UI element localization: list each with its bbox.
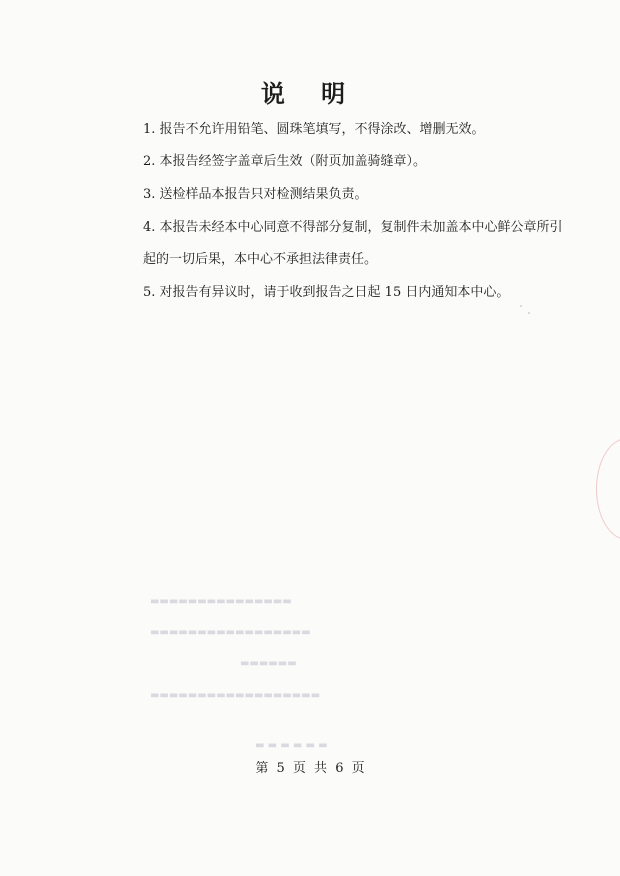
notice-item-3: 3. 送检样品本报告只对检测结果负责。 bbox=[143, 187, 368, 202]
paper-speck bbox=[520, 305, 522, 307]
bleed-through-text: ▬ ▬ ▬ ▬ ▬ ▬ bbox=[255, 740, 328, 751]
paper-speck bbox=[528, 312, 530, 314]
notice-item-2: 2. 本报告经签字盖章后生效（附页加盖骑缝章）。 bbox=[143, 154, 427, 169]
notice-item-4-continuation: 起的一切后果，本中心不承担法律责任。 bbox=[143, 252, 378, 267]
page-footer: 第 5 页 共 6 页 bbox=[255, 761, 365, 776]
notice-item-4: 4. 本报告未经本中心同意不得部分复制，复制件未加盖本中心鲜公章所引 bbox=[143, 220, 563, 235]
bleed-through-text: ▬▬▬▬▬▬▬▬▬▬▬▬▬▬▬▬▬ bbox=[150, 627, 311, 638]
seal-stamp bbox=[596, 438, 620, 540]
bleed-through-text: ▬▬▬▬▬▬ bbox=[240, 658, 297, 669]
bleed-through-text: ▬▬▬▬▬▬▬▬▬▬▬▬▬▬▬ bbox=[150, 596, 292, 607]
notice-item-5: 5. 对报告有异议时，请于收到报告之日起 15 日内通知本中心。 bbox=[143, 285, 510, 300]
notice-item-1: 1. 报告不允许用铅笔、圆珠笔填写，不得涂改、增删无效。 bbox=[143, 122, 485, 137]
bleed-through-text: ▬▬▬▬▬▬▬▬▬▬▬▬▬▬▬▬▬▬ bbox=[150, 690, 321, 701]
page-title: 说 明 bbox=[260, 79, 360, 108]
